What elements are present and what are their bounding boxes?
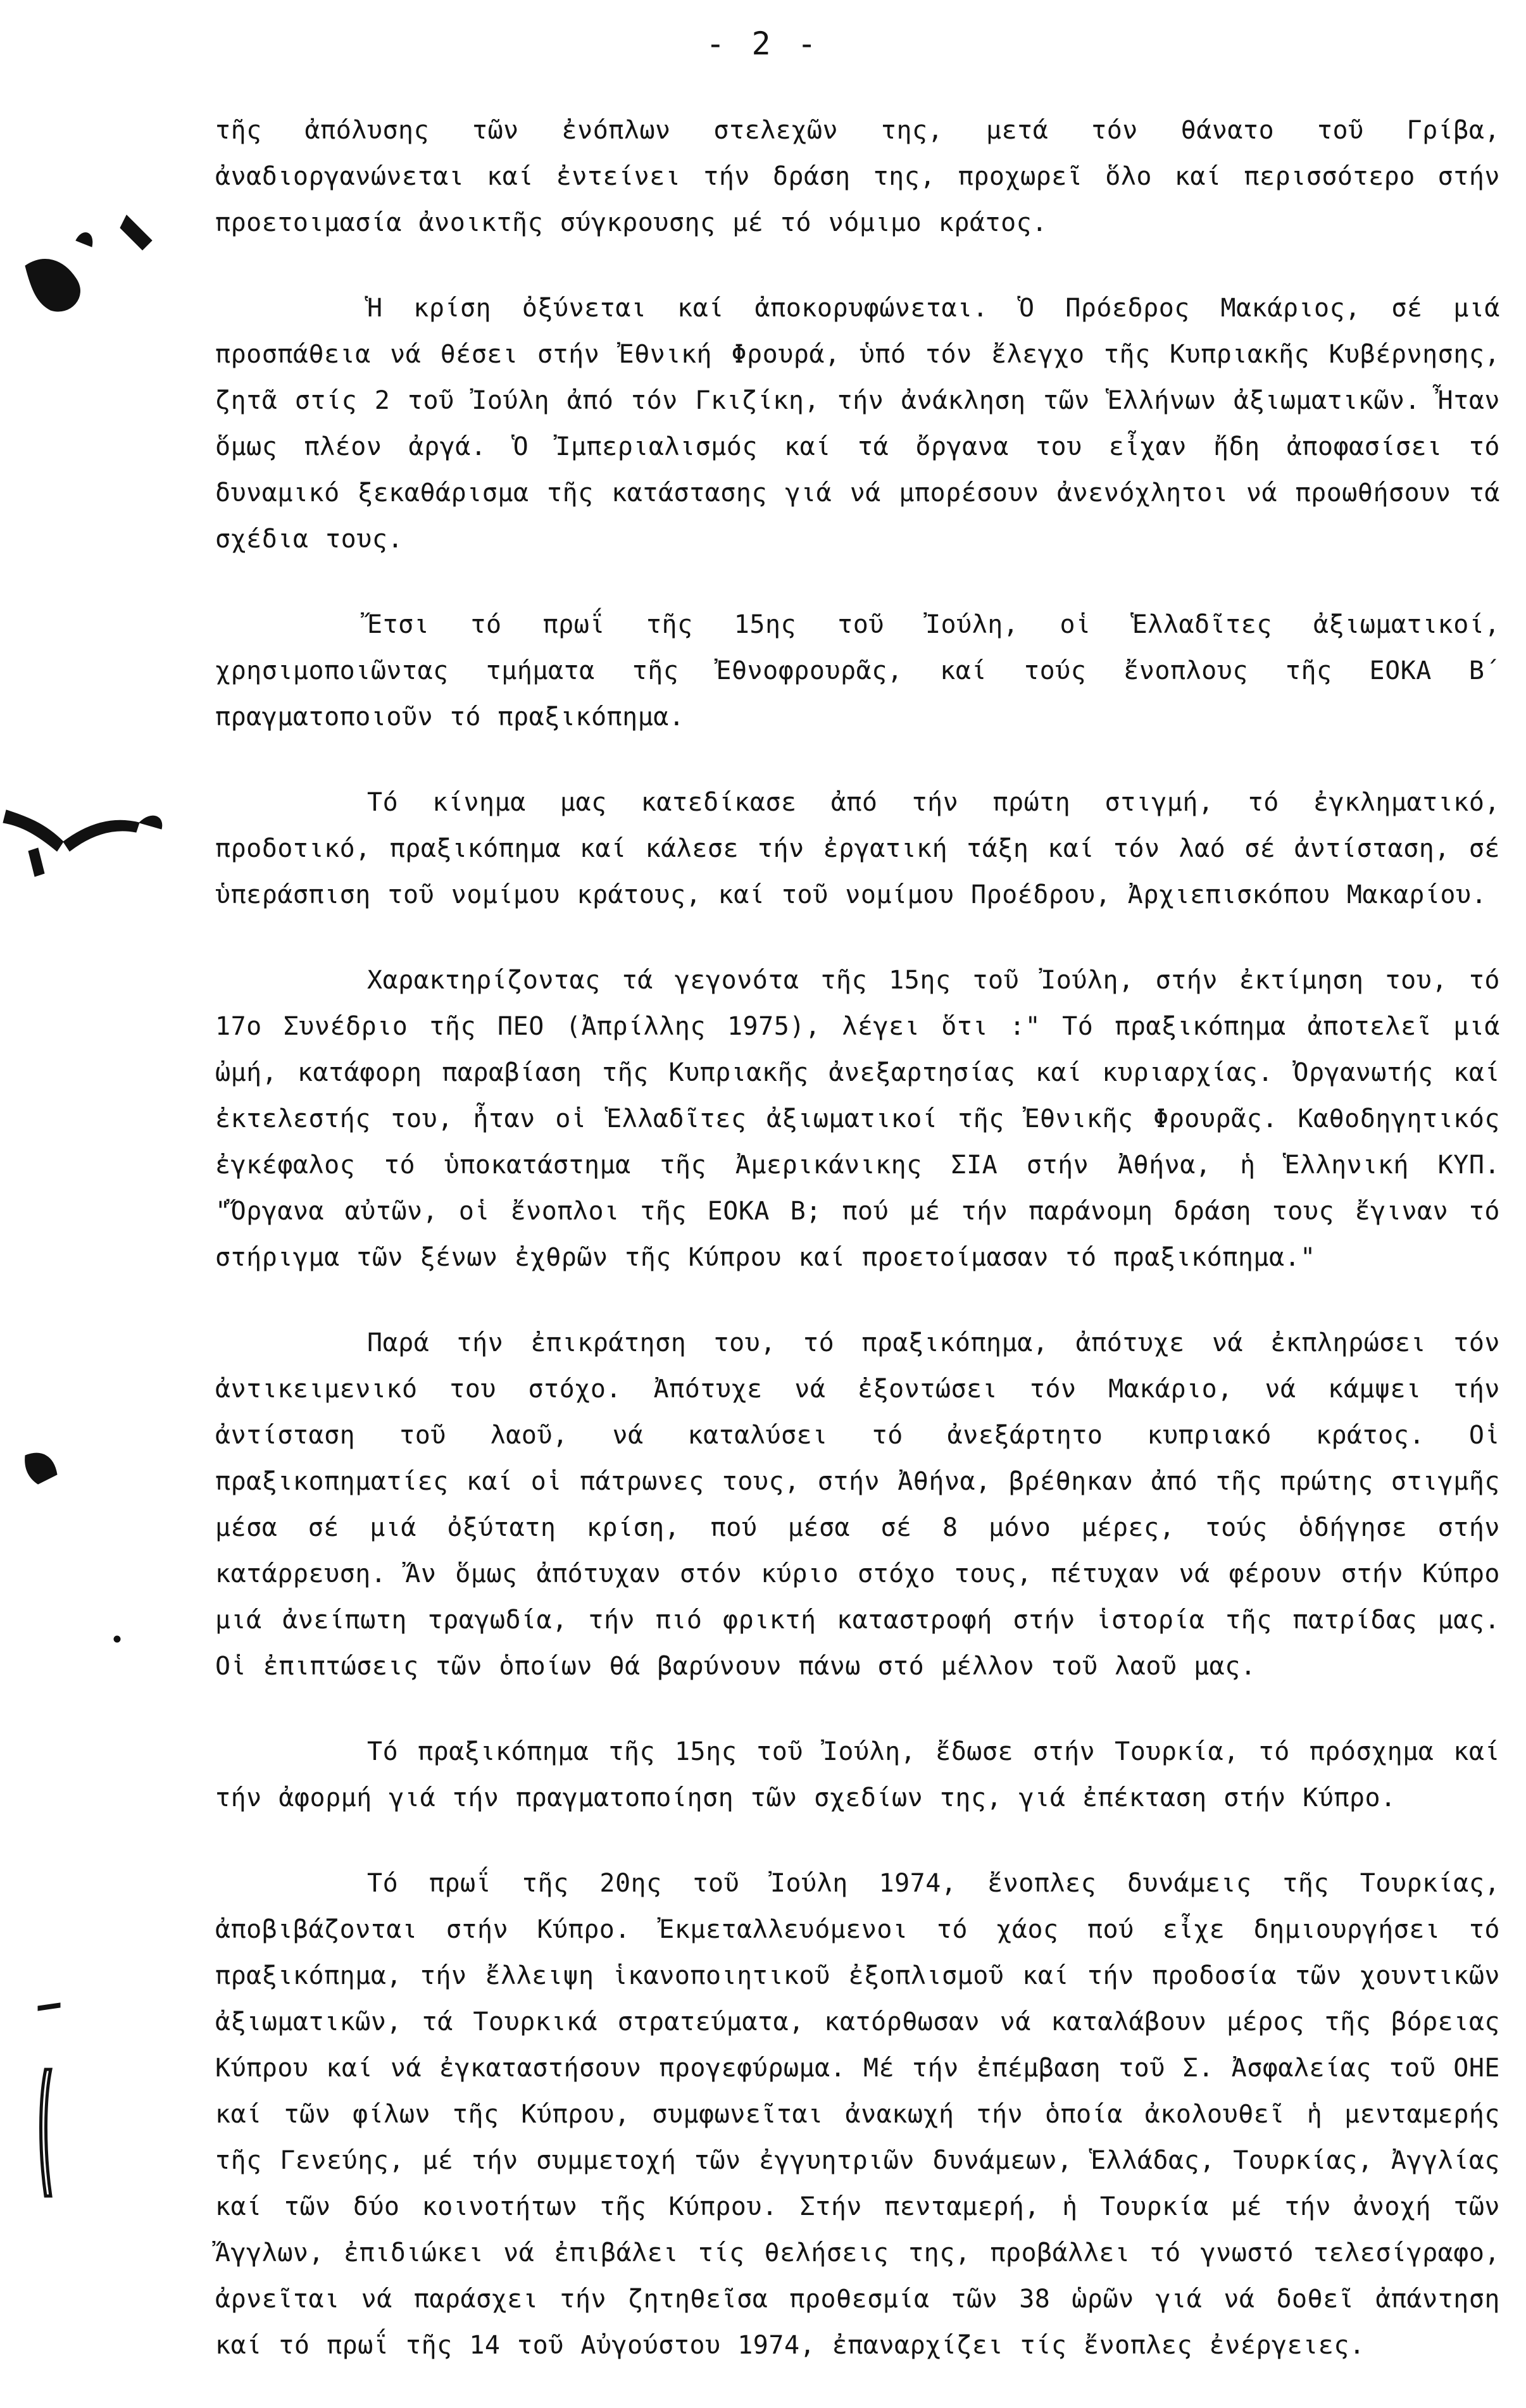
scan-speck-mark	[139, 816, 162, 829]
scan-speck-mark	[38, 2003, 60, 2011]
document-body	[215, 108, 1500, 2408]
scan-speck-mark	[114, 1636, 120, 1642]
scan-speck-mark	[120, 215, 152, 250]
paragraph: Ἡ κρίση ὀξύνεται καί ἀποκορυφώνεται. Ὁ Πρόεδρος Μακάριος, σέ μιά προσπάθεια νά θέσει στήν Ἐθνική Φρουρά, ὑπό τόν ἔλεγχο τῆς Κυπριακῆς Κυβέρνησης, ζητᾶ στίς 2 τοῦ Ἰούλη ἀπό τόν Γκιζίκη, τήν ἀνάκληση τῶν Ἑλλήνων ἀξιωματικῶν. Ἦταν ὅμως πλέον ἀργά. Ὁ Ἰμπεριαλισμός καί τά ὄργανα του εἶχαν ἤδη ἀποφασίσει τό δυναμικό ξεκαθάρισμα τῆς κατάστασης γιά νά μπορέσουν ἀνενόχλητοι νά προωθήσουν τά σχέδια τους.	[215, 294, 1500, 554]
paragraph: τῆς ἀπόλυσης τῶν ἐνόπλων στελεχῶν της, μετά τόν θάνατο τοῦ Γρίβα, ἀναδιοργανώνεται καί ἐντείνει τήν δράση της, προχωρεῖ ὅλο καί περισσότερο στήν προετοιμασία ἀνοικτῆς σύγκρουσης μέ τό νόμιμο κράτος.	[215, 116, 1500, 237]
paragraph: Παρά τήν ἐπικράτηση του, τό πραξικόπημα, ἀπότυχε νά ἐκπληρώσει τόν ἀντικειμενικό του στόχο. Ἀπότυχε νά ἐξοντώσει τόν Μακάριο, νά κάμψει τήν ἀντίσταση τοῦ λαοῦ, νά καταλύσει τό ἀνεξάρτητο κυπριακό κράτος. Οἱ πραξικοπηματίες καί οἱ πάτρωνες τους, στήν Ἀθήνα, βρέθηκαν ἀπό τῆς πρώτης στιγμῆς μέσα σέ μιά ὀξύτατη κρίση, πού μέσα σέ 8 μόνο μέρες, τούς ὁδήγησε στήν κατάρρευση. Ἄν ὅμως ἀπότυχαν στόν κύριο στόχο τους, πέτυχαν νά φέρουν στήν Κύπρο μιά ἀνείπωτη τραγωδία, τήν πιό φρικτή καταστροφή στήν ἱστορία τῆς πατρίδας μας. Οἱ ἐπιπτώσεις τῶν ὁποίων θά βαρύνουν πάνω στό μέλλον τοῦ λαοῦ μας.	[215, 1328, 1500, 1681]
page-number: - 2 -	[706, 25, 820, 62]
scan-speck-mark	[25, 1453, 57, 1484]
scan-speck-mark	[76, 233, 92, 247]
paragraph: Ἔτσι τό πρωΐ τῆς 15ης τοῦ Ἰούλη, οἱ Ἑλλαδῖτες ἀξιωματικοί, χρησιμοποιῶντας τμήματα τῆς Ἐθνοφρουρᾶς, καί τούς ἔνοπλους τῆς ΕΟΚΑ Β΄ πραγματοποιοῦν τό πραξικόπημα.	[215, 610, 1500, 732]
paragraph: Τό πραξικόπημα τῆς 15ης τοῦ Ἰούλη, ἔδωσε στήν Τουρκία, τό πρόσχημα καί τήν ἀφορμή γιά τήν πραγματοποίηση τῶν σχεδίων της, γιά ἐπέκταση στήν Κύπρο.	[215, 1737, 1500, 1812]
scan-speck-mark	[25, 259, 80, 311]
paragraph: Τό κίνημα μας κατεδίκασε ἀπό τήν πρώτη στιγμή, τό ἐγκληματικό, προδοτικό, πραξικόπημα καί κάλεσε τήν ἐργατική τάξη καί τόν λαό σέ ἀντίσταση, σέ ὑπεράσπιση τοῦ νομίμου κράτους, καί τοῦ νομίμου Προέδρου, Ἀρχιεπισκόπου Μακαρίου.	[215, 788, 1500, 909]
scan-speck-mark	[3, 810, 63, 851]
paragraph: Χαρακτηρίζοντας τά γεγονότα τῆς 15ης τοῦ Ἰούλη, στήν ἐκτίμηση του, τό 17ο Συνέδριο τῆς ΠΕΟ (Ἀπρίλλης 1975), λέγει ὅτι :" Τό πραξικόπημα ἀποτελεῖ μιά ὠμή, κατάφορη παραβίαση τῆς Κυπριακῆς ἀνεξαρτησίας καί κυριαρχίας. Ὀργανωτής καί ἐκτελεστής του, ἦταν οἱ Ἑλλαδῖτες ἀξιωματικοί τῆς Ἐθνικῆς Φρουρᾶς. Καθοδηγητικός ἐγκέφαλος τό ὑποκατάστημα τῆς Ἀμερικάνικης ΣΙΑ στήν Ἀθήνα, ἡ Ἑλληνική ΚΥΠ. "Ὄργανα αὐτῶν, οἱ ἔνοπλοι τῆς ΕΟΚΑ Β; πού μέ τήν παράνομη δράση τους ἔγιναν τό στήριγμα τῶν ξένων ἐχθρῶν τῆς Κύπρου καί προετοίμασαν τό πραξικόπημα."	[215, 966, 1500, 1272]
scan-speck-mark	[28, 848, 44, 876]
scan-speck-mark	[41, 2069, 51, 2196]
paragraph: Τό πρωΐ τῆς 20ης τοῦ Ἰούλη 1974, ἔνοπλες δυνάμεις τῆς Τουρκίας, ἀποβιβάζονται στήν Κύπρο. Ἐκμεταλλευόμενοι τό χάος πού εἶχε δημιουργήσει τό πραξικόπημα, τήν ἔλλειψη ἱκανοποιητικοῦ ἐξοπλισμοῦ καί τήν προδοσία τῶν χουντικῶν ἀξιωματικῶν, τά Τουρκικά στρατεύματα, κατόρθωσαν νά καταλάβουν μέρος τῆς βόρειας Κύπρου καί νά ἐγκαταστήσουν προγεφύρωμα. Μέ τήν ἐπέμβαση τοῦ Σ. Ἀσφαλείας τοῦ ΟΗΕ καί τῶν φίλων τῆς Κύπρου, συμφωνεῖται ἀνακωχή τήν ὁποία ἀκολουθεῖ ἡ μενταμερής τῆς Γενεύης, μέ τήν συμμετοχή τῶν ἐγγυητριῶν δυνάμεων, Ἑλλάδας, Τουρκίας, Ἀγγλίας καί τῶν δύο κοινοτήτων τῆς Κύπρου. Στήν πενταμερή, ἡ Τουρκία μέ τήν ἀνοχή τῶν Ἄγγλων, ἐπιδιώκει νά ἐπιβάλει τίς θελήσεις της, προβάλλει τό γνωστό τελεσίγραφο, ἀρνεῖται νά παράσχει τήν ζητηθεῖσα προθεσμία τῶν 38 ὡρῶν γιά νά δοθεῖ ἀπάντηση καί τό πρωΐ τῆς 14 τοῦ Αὐγούστου 1974, ἐπαναρχίζει τίς ἔνοπλες ἐνέργειες.	[215, 1869, 1500, 2360]
scan-speck-mark	[63, 820, 139, 851]
